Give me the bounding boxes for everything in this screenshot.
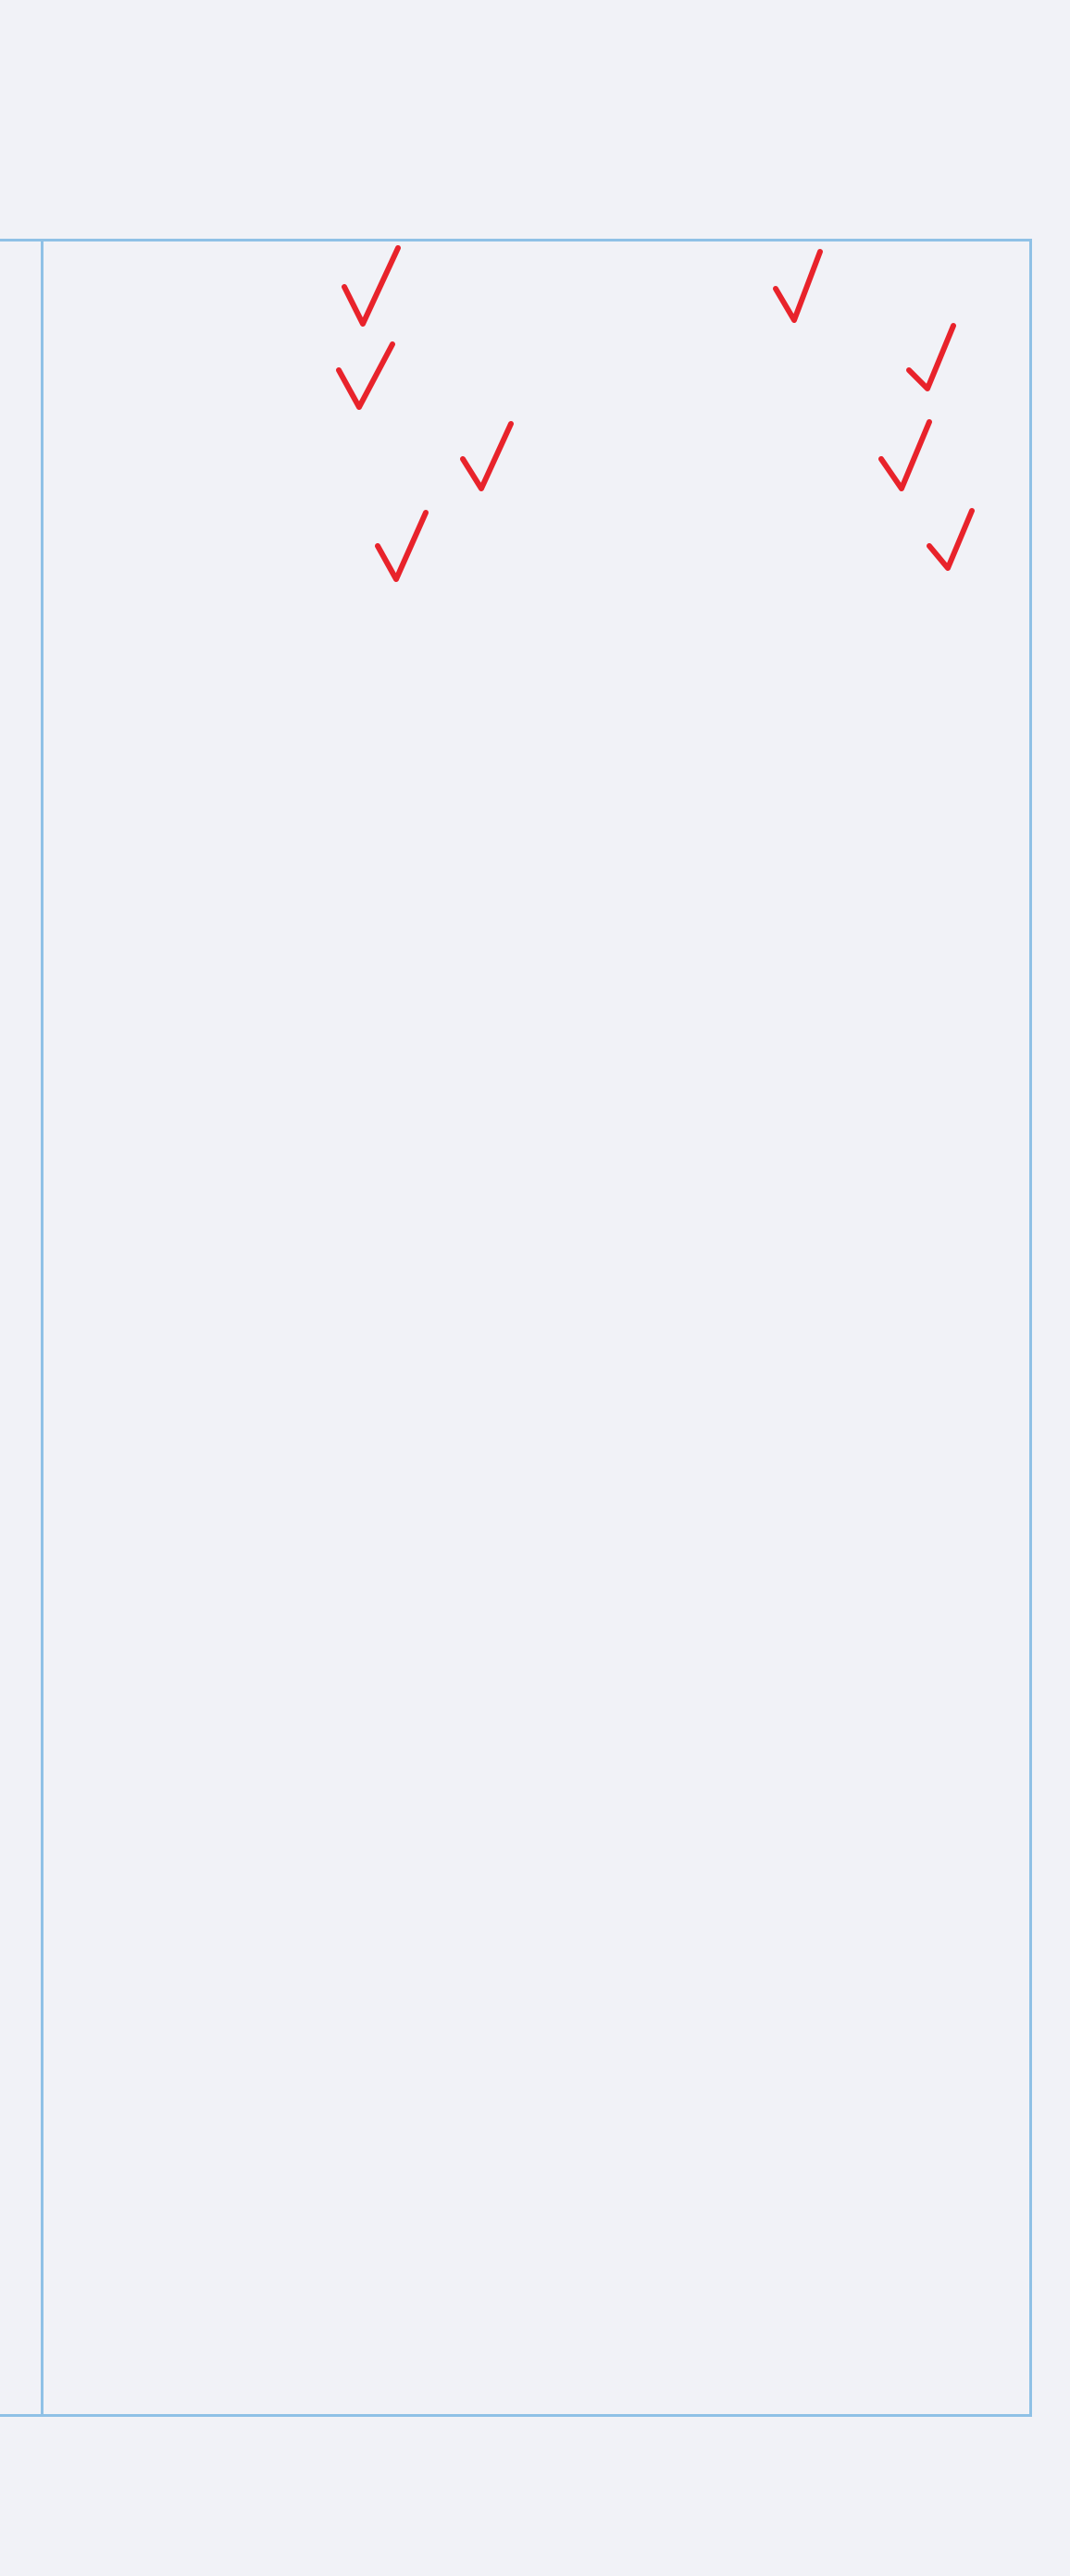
check-mark xyxy=(339,344,392,407)
check-mark xyxy=(463,424,511,489)
check-marks xyxy=(0,0,1070,648)
check-mark xyxy=(378,513,426,579)
check-mark xyxy=(344,248,398,324)
check-mark xyxy=(776,252,820,320)
check-mark xyxy=(909,326,953,389)
check-mark xyxy=(881,422,929,489)
q3-title-line2 xyxy=(85,674,118,721)
check-mark xyxy=(929,511,972,568)
